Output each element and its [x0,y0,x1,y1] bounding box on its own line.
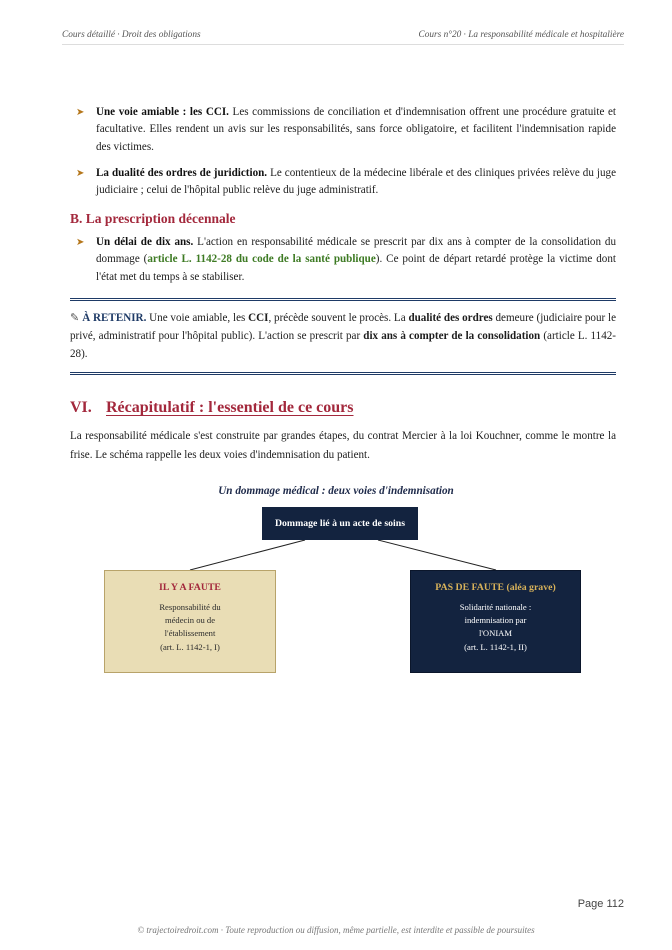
node-pas-de-faute-title: PAS DE FAUTE (aléa grave) [435,582,556,593]
retenir-label: À RETENIR. [82,312,147,324]
page-footer: © trajectoiredroit.com · Toute reproduction ou diffusion, même partielle, est interdite et passible de poursuites [137,925,535,935]
node-pas-de-faute-line: l'ONIAM [478,628,513,639]
node-faute-body [125,601,255,654]
section-b-title: B. La prescription décennale [70,211,236,226]
retenir-text-3: demeure (judiciaire pour le privé, administratif pour l'hôpital public). L'action se prescrit par [70,312,617,342]
node-faute [104,570,276,673]
node-pas-de-faute-line: (art. L. 1142-1, II) [464,641,527,652]
node-pas-de-faute-line: indemnisation par [464,615,527,626]
bullet-delai-bold: Un délai de dix ans. [96,236,194,248]
node-pas-de-faute [410,570,581,673]
node-faute-line: Responsabilité du [159,602,221,612]
header-right: Cours n°20 · La responsabilité médicale et hospitalière [418,30,624,40]
retenir-bold-3: dix ans à compter de la consolidation [363,330,541,342]
connector-right [378,540,496,570]
retenir-bold-2: dualité des ordres [408,312,493,324]
node-pas-de-faute-body [431,601,561,654]
header-left: Cours détaillé · Droit des obligations [62,30,201,40]
bullet-dualite-text: Le contentieux de la médecine libérale et des cliniques privées relève du juge judiciaire ; celui de l'hôpital public relève du juge administratif. [96,167,617,197]
arrow-bullet-icon: ➤ [76,237,85,248]
bullet-delai-text-1: L'action en responsabilité médicale se prescrit par dix ans à compter de la consolidation du dommage ( [96,236,617,266]
pin-icon: ✎ [70,312,80,324]
node-pas-de-faute-line: Solidarité nationale : [459,602,532,612]
diagram-root-node: Dommage lié à un acte de soins [262,507,418,540]
node-faute-line: l'établissement [164,628,216,639]
node-faute-title: IL Y A FAUTE [159,582,221,593]
retenir-text-4: (article L. 1142-28). [70,330,616,360]
bullet-delai-text-2: ). Ce point de départ retardé protège la victime dont l'état met du temps à se stabiliser. [96,253,616,283]
arrow-bullet-icon: ➤ [76,168,85,179]
node-faute-line: (art. L. 1142-1, I) [160,641,220,652]
section-vi-paragraph: La responsabilité médicale s'est construite par grandes étapes, du contrat Mercier à la loi Kouchner, comme le montre la frise. Le schéma rappelle les deux voies d'indemnisation du patient. [70,430,616,461]
retenir-text-1: Une voie amiable, les [146,312,249,324]
connector-left [190,540,305,570]
retenir-bold-1: CCI [248,312,269,324]
bullet-cci-text: Les commissions de conciliation et d'indemnisation offrent une procédure gratuite et facultative. Elles rendent un avis sur les responsabilités, sans force obligatoire, et facilitent l'indemnisation rapide des victimes. [96,106,616,153]
bullet-cci-bold: Une voie amiable : les CCI. [96,106,229,118]
section-vi-title: Récapitulatif : l'essentiel de ce cours [106,399,354,416]
node-faute-line: médecin ou de [164,615,216,626]
arrow-bullet-icon: ➤ [76,107,85,118]
retenir-text-2: , précède souvent le procès. La [268,312,409,324]
page-number: Page 112 [577,898,624,910]
section-vi-number: VI. [70,399,92,416]
diagram-title: Un dommage médical : deux voies d'indemnisation [218,485,454,497]
bullet-dualite-bold: La dualité des ordres de juridiction. [96,167,268,179]
article-reference: article L. 1142-28 du code de la santé publique [147,253,376,266]
